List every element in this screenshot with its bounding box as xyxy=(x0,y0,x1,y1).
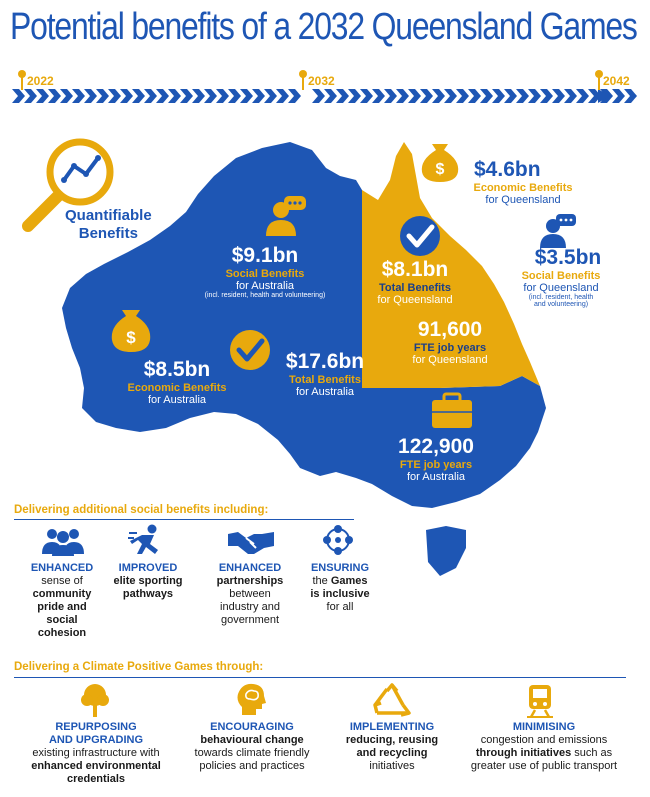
social-item-3-l4: government xyxy=(220,614,280,626)
timeline-chevron xyxy=(240,89,253,103)
timeline-chevron xyxy=(288,89,301,103)
timeline-chevron xyxy=(480,89,493,103)
social-item-1-l3: pride and xyxy=(37,601,87,613)
timeline-chevron xyxy=(120,89,133,103)
aus-economic-value: $8.5bn xyxy=(143,358,211,381)
timeline-chevron xyxy=(60,89,73,103)
timeline-chevron xyxy=(252,89,265,103)
timeline-chevron xyxy=(48,89,61,103)
tree-icon xyxy=(80,683,110,719)
qld-social-value: $3.5bn xyxy=(534,246,602,269)
climate-item-3-head: IMPLEMENTING xyxy=(349,721,435,733)
climate-item-3-l2: and recycling xyxy=(356,747,428,759)
timeline-chevron xyxy=(12,89,25,103)
timeline-stem-end xyxy=(598,76,600,90)
qld-economic-block xyxy=(448,158,598,206)
qld-economic-sub: for Queensland xyxy=(485,194,561,206)
timeline-chevron xyxy=(396,89,409,103)
social-item-3-l1: partnerships xyxy=(216,575,284,587)
timeline-chevron xyxy=(384,89,397,103)
qld-total-label: Total Benefits xyxy=(379,282,451,294)
timeline-chevron xyxy=(504,89,517,103)
qld-jobs-block xyxy=(396,318,504,366)
climate-item-1 xyxy=(14,721,178,786)
climate-item-4-l3: greater use of public transport xyxy=(470,760,618,772)
aus-jobs-value: 122,900 xyxy=(398,435,474,458)
social-item-1-l1: sense of xyxy=(41,575,83,587)
climate-item-2-head: ENCOURAGING xyxy=(210,721,294,733)
handshake-icon xyxy=(228,528,274,556)
social-item-3-l3: industry and xyxy=(220,601,280,613)
timeline-chevron xyxy=(432,89,445,103)
climate-item-1-l1: existing infrastructure with xyxy=(32,747,160,759)
aus-total-value: $17.6bn xyxy=(285,350,365,373)
aus-economic-block xyxy=(112,358,242,406)
timeline-chevron xyxy=(336,89,349,103)
qld-social-label: Social Benefits xyxy=(521,270,601,282)
timeline-chevron xyxy=(192,89,205,103)
aus-economic-sub: for Australia xyxy=(147,394,207,406)
aus-social-value: $9.1bn xyxy=(231,244,299,267)
social-item-4 xyxy=(292,562,388,614)
aus-economic-label: Economic Benefits xyxy=(127,382,227,394)
timeline-arrows xyxy=(0,62,650,122)
climate-item-1-l2: enhanced environmental xyxy=(31,760,161,772)
timeline-chevron xyxy=(24,89,37,103)
aus-social-label: Social Benefits xyxy=(225,268,305,280)
social-item-3-l2: between xyxy=(229,588,271,600)
timeline-chevron xyxy=(204,89,217,103)
qld-jobs-label: FTE job years xyxy=(413,342,487,354)
social-item-4-l2: is inclusive xyxy=(310,588,370,600)
aus-total-block xyxy=(270,350,380,398)
timeline-chevron xyxy=(324,89,337,103)
social-item-3 xyxy=(200,562,300,627)
page-title: Potential benefits of a 2032 Queensland Games xyxy=(10,6,637,48)
timeline-start-label: 2022 xyxy=(27,74,54,88)
timeline-chevron xyxy=(624,89,637,103)
social-section-rule xyxy=(14,519,354,520)
timeline-chevron xyxy=(408,89,421,103)
social-item-4-l3: for all xyxy=(326,601,354,613)
timeline-chevron xyxy=(552,89,565,103)
timeline-chevron xyxy=(168,89,181,103)
climate-item-4-l2: through initiatives such as xyxy=(475,747,613,759)
timeline-chevron xyxy=(372,89,385,103)
qld-economic-label: Economic Benefits xyxy=(473,182,573,194)
timeline-chevron xyxy=(456,89,469,103)
aus-social-sub: for Australia xyxy=(235,280,295,292)
timeline-chevron xyxy=(132,89,145,103)
timeline-chevron xyxy=(612,89,625,103)
train-icon xyxy=(525,683,555,719)
timeline-stem-start xyxy=(21,76,23,90)
timeline-chevron xyxy=(36,89,49,103)
timeline-end-label: 2042 xyxy=(603,74,630,88)
tasmania xyxy=(426,526,466,576)
timeline-stem-mid xyxy=(302,76,304,90)
runner-icon xyxy=(128,524,164,558)
community-icon xyxy=(40,526,86,556)
timeline-chevron xyxy=(264,89,277,103)
social-item-1 xyxy=(14,562,110,640)
svg-text:$: $ xyxy=(126,328,136,347)
climate-item-4-head: MINIMISING xyxy=(512,721,576,733)
timeline-chevron xyxy=(564,89,577,103)
timeline-chevron xyxy=(528,89,541,103)
qld-jobs-value: 91,600 xyxy=(417,318,483,341)
climate-item-2-l1: behavioural change xyxy=(200,734,304,746)
social-item-1-l2: community xyxy=(32,588,92,600)
timeline-chevron xyxy=(492,89,505,103)
climate-item-1-head-2: AND UPGRADING xyxy=(48,734,144,746)
timeline-chevron xyxy=(360,89,373,103)
social-item-1-head: ENHANCED xyxy=(30,562,94,574)
social-item-2-l1: elite sporting xyxy=(113,575,183,587)
inclusive-network-icon xyxy=(322,524,354,556)
aus-jobs-label: FTE job years xyxy=(399,459,473,471)
timeline-chevron xyxy=(216,89,229,103)
climate-item-3-l1: reducing, reusing xyxy=(345,734,439,746)
svg-text:$: $ xyxy=(435,161,445,178)
timeline-chevron xyxy=(348,89,361,103)
social-item-2 xyxy=(100,562,196,601)
qld-social-note-2: and volunteering) xyxy=(533,301,589,308)
timeline-chevron xyxy=(72,89,85,103)
qld-social-note-1: (incl. resident, health xyxy=(528,294,594,301)
climate-item-2-l3: policies and practices xyxy=(199,760,305,772)
aus-social-block xyxy=(170,244,360,299)
aus-total-label: Total Benefits xyxy=(289,374,361,386)
timeline-chevron xyxy=(576,89,589,103)
timeline-chevron xyxy=(276,89,289,103)
social-item-1-l4: social xyxy=(46,614,78,626)
aus-social-note: (incl. resident, health and volunteering) xyxy=(204,292,326,299)
social-item-2-head: IMPROVED xyxy=(118,562,178,574)
quantifiable-benefits-text: Quantifiable Benefits xyxy=(65,207,152,242)
climate-item-4 xyxy=(454,721,634,773)
timeline-chevron xyxy=(420,89,433,103)
timeline-chevron xyxy=(84,89,97,103)
brain-head-icon xyxy=(236,683,266,719)
social-item-2-l2: pathways xyxy=(122,588,174,600)
social-item-4-l1: the Games xyxy=(312,575,368,587)
climate-section-heading: Delivering a Climate Positive Games through: xyxy=(14,661,264,673)
climate-item-3-l3: initiatives xyxy=(369,760,415,772)
social-person-icon-qld xyxy=(540,214,576,248)
aus-jobs-sub: for Australia xyxy=(406,471,466,483)
aus-total-sub: for Australia xyxy=(295,386,355,398)
climate-item-2-l2: towards climate friendly xyxy=(194,747,310,759)
timeline-chevron xyxy=(312,89,325,103)
timeline-chevron xyxy=(156,89,169,103)
climate-item-4-l1: congestion and emissions xyxy=(480,734,608,746)
qld-total-sub: for Queensland xyxy=(377,294,453,306)
timeline-chevron xyxy=(144,89,157,103)
timeline-chevron xyxy=(180,89,193,103)
timeline-mid-label: 2032 xyxy=(308,74,335,88)
timeline-chevron xyxy=(444,89,457,103)
timeline-chevron xyxy=(228,89,241,103)
qld-social-block xyxy=(506,246,616,308)
climate-item-1-l3: credentials xyxy=(66,773,126,785)
climate-section-rule xyxy=(14,677,626,678)
timeline xyxy=(0,62,650,122)
recycle-icon xyxy=(373,683,411,719)
climate-item-2 xyxy=(174,721,330,773)
aus-jobs-block xyxy=(376,435,496,483)
qld-total-block xyxy=(360,258,470,306)
timeline-chevron xyxy=(96,89,109,103)
social-item-3-head: ENHANCED xyxy=(218,562,282,574)
timeline-chevron xyxy=(540,89,553,103)
check-icon-qld xyxy=(400,216,440,256)
social-item-4-head: ENSURING xyxy=(310,562,370,574)
climate-item-1-head-1: REPURPOSING xyxy=(55,721,137,733)
timeline-chevron xyxy=(468,89,481,103)
climate-item-3 xyxy=(324,721,460,773)
social-section-heading: Delivering additional social benefits including: xyxy=(14,504,269,516)
qld-economic-value: $4.6bn xyxy=(474,158,541,181)
timeline-chevron xyxy=(108,89,121,103)
social-item-1-l5: cohesion xyxy=(37,627,87,639)
qld-jobs-sub: for Queensland xyxy=(412,354,488,366)
quantifiable-benefits-label xyxy=(65,207,152,243)
qld-social-sub: for Queensland xyxy=(523,282,599,294)
qld-total-value: $8.1bn xyxy=(381,258,449,281)
timeline-chevron xyxy=(516,89,529,103)
